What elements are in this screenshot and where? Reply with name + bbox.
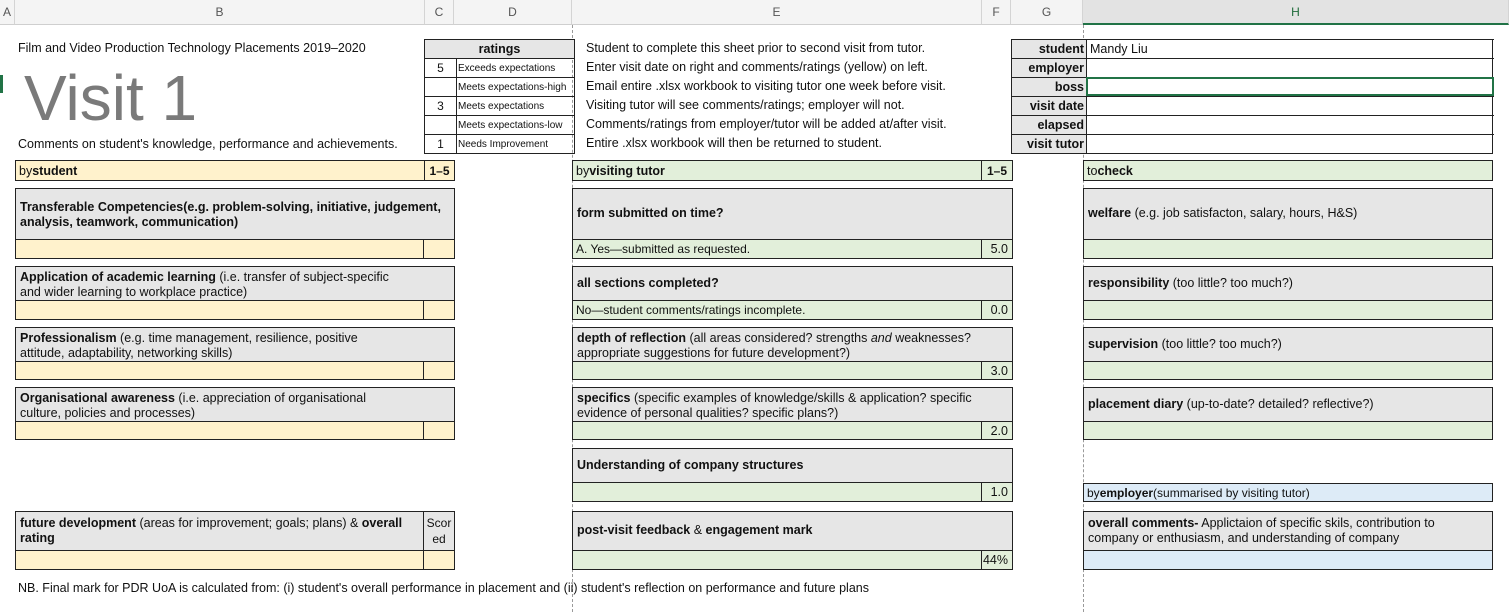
rating-label: Exceeds expectations	[458, 62, 556, 74]
tutor-q3-ital: and	[870, 331, 892, 345]
rating-label: Meets expectations	[458, 100, 545, 112]
employer-header-label	[1084, 484, 1492, 501]
instruction-line: Email entire .xlsx workbook to visiting tutor one week before visit.	[586, 79, 946, 93]
tutor-scale-label: 1–5	[981, 161, 1012, 180]
q4-rest: (i.e. appreciation of organisational culture, policies and processes)	[20, 391, 367, 420]
tutor-q4-rest: (specific examples of knowledge/skills & application? specific evidence of personal qualities? specific plans?)	[577, 391, 972, 420]
header-who: visiting tutor	[589, 163, 665, 178]
rating-label: Meets expectations-low	[458, 119, 563, 131]
tutor-q2-score[interactable]: 0.0	[981, 300, 1013, 320]
info-label-visit-tutor: visit tutor	[1012, 134, 1086, 153]
employer-comments-bold: overall comments-	[1088, 516, 1199, 530]
tutor-q3-comment[interactable]	[572, 361, 982, 380]
student-q3-prompt	[15, 327, 455, 362]
welfare-rest: (e.g. job satisfacton, salary, hours, H&S)	[1131, 206, 1358, 220]
program-title: Film and Video Production Technology Placements 2019–2020	[18, 41, 366, 55]
responsibility-bold: responsibility	[1088, 276, 1170, 290]
column-header-a[interactable]: A	[0, 0, 15, 25]
rating-label: Needs Improvement	[458, 138, 549, 150]
footnote: NB. Final mark for PDR UoA is calculated from: (i) student's overall performance in placement and (ii) student's reflection on performance and future plans	[18, 581, 869, 595]
welfare-bold: welfare	[1088, 206, 1132, 220]
diary-rest: (up-to-date? detailed? reflective?)	[1183, 397, 1374, 411]
student-name-field[interactable]: Mandy Liu	[1086, 39, 1494, 58]
tutor-q1-answer[interactable]: A. Yes—submitted as requested.	[572, 240, 982, 259]
column-header-f[interactable]: F	[982, 0, 1011, 25]
check-diary-notes[interactable]	[1083, 421, 1493, 440]
employer-field[interactable]	[1086, 58, 1494, 77]
check-welfare-prompt	[1083, 188, 1493, 240]
header-who: student	[32, 163, 78, 178]
tutor-q2-prompt	[572, 266, 1013, 301]
overall-rating-label: overall rating	[20, 516, 403, 545]
future-rest: (areas for improvement; goals; plans) &	[136, 516, 362, 530]
instruction-line: Visiting tutor will see comments/ratings; employer will not.	[586, 98, 905, 112]
header-who: employer	[1099, 485, 1154, 500]
employer-comments-prompt	[1083, 511, 1493, 551]
q3-bold: Professionalism	[20, 331, 117, 345]
employer-section-header	[1083, 483, 1493, 502]
tutor-feedback-comment[interactable]	[572, 550, 982, 570]
tutor-q5-prompt	[572, 448, 1013, 483]
student-info-table	[1011, 39, 1493, 154]
tutor-q5-text: Understanding of company structures	[577, 458, 804, 472]
student-q3-score[interactable]	[423, 361, 455, 380]
info-label-boss: boss	[1012, 77, 1086, 96]
rating-row[interactable]	[425, 96, 574, 116]
tutor-feedback-rest: &	[690, 523, 706, 537]
instruction-line: Entire .xlsx workbook will then be returned to student.	[586, 136, 882, 150]
info-label-employer: employer	[1012, 58, 1086, 77]
boss-field[interactable]	[1086, 77, 1494, 96]
info-label-student: student	[1012, 39, 1086, 58]
rating-value	[425, 116, 457, 134]
q3-rest: (e.g. time management, resilience, positive attitude, adaptability, networking skills)	[20, 331, 358, 360]
header-by: by	[576, 163, 590, 178]
rating-value: 3	[425, 97, 457, 115]
tutor-q5-comment[interactable]	[572, 482, 982, 502]
page-subtitle: Comments on student's knowledge, performance and achievements.	[18, 137, 398, 151]
engagement-mark-score[interactable]: 44%	[981, 550, 1013, 570]
column-header-h[interactable]: H	[1083, 0, 1509, 25]
ratings-legend	[424, 39, 575, 154]
elapsed-field[interactable]	[1086, 115, 1494, 134]
employer-comments-field[interactable]	[1083, 550, 1493, 570]
supervision-rest: (too little? too much?)	[1158, 337, 1282, 351]
check-supervision-prompt	[1083, 327, 1493, 362]
scored-label: Scored	[426, 516, 452, 546]
future-development-prompt	[15, 511, 424, 551]
rating-row[interactable]	[425, 134, 574, 154]
diary-bold: placement diary	[1088, 397, 1184, 411]
instruction-line: Enter visit date on right and comments/ratings (yellow) on left.	[586, 60, 928, 74]
rating-row[interactable]	[425, 77, 574, 97]
employer-comments-rest: Applictaion of specific skils, contribution to company or enthusiasm, and understanding of company	[1088, 516, 1435, 545]
q2-rest: (i.e. transfer of subject-specific and wider learning to workplace practice)	[20, 270, 389, 299]
tutor-q3-rest: (all areas considered? strengths	[686, 331, 871, 345]
tutor-q3-prompt	[572, 327, 1013, 362]
check-responsibility-notes[interactable]	[1083, 300, 1493, 320]
rating-value: 5	[425, 59, 457, 77]
scored-label-cell	[423, 511, 455, 551]
tutor-feedback-prompt	[572, 511, 1013, 551]
column-header-c[interactable]: C	[425, 0, 454, 25]
student-scale-label: 1–5	[424, 161, 454, 180]
future-bold: future development	[20, 516, 136, 530]
overall-rating-score[interactable]	[423, 550, 455, 570]
tutor-q4-score[interactable]: 2.0	[981, 421, 1013, 440]
info-label-elapsed: elapsed	[1012, 115, 1086, 134]
tutor-q3-bold: depth of reflection	[577, 331, 687, 345]
instruction-line: Student to complete this sheet prior to second visit from tutor.	[586, 41, 926, 55]
student-q4-prompt	[15, 387, 455, 422]
tutor-q2-answer[interactable]: No—student comments/ratings incomplete.	[572, 300, 982, 320]
engagement-mark-label: engagement mark	[705, 523, 813, 537]
column-header-e[interactable]: E	[572, 0, 982, 25]
student-q2-prompt	[15, 266, 455, 301]
column-header-b[interactable]: B	[15, 0, 425, 25]
rating-label: Meets expectations-high	[458, 81, 567, 93]
tutor-header-label	[573, 161, 665, 180]
info-label-visit-date: visit date	[1012, 96, 1086, 115]
tutor-q4-prompt	[572, 387, 1013, 422]
instruction-line: Comments/ratings from employer/tutor will be added at/after visit.	[586, 117, 947, 131]
ratings-title: ratings	[425, 40, 574, 58]
tutor-q3-score[interactable]: 3.0	[981, 361, 1013, 380]
rating-value: 1	[425, 135, 457, 153]
tutor-section-header	[572, 160, 1013, 181]
column-header-d[interactable]: D	[454, 0, 572, 25]
tutor-q1-prompt	[572, 188, 1013, 240]
tutor-q3-rest: weaknesses? appropriate suggestions for future development?)	[577, 331, 971, 360]
student-q2-score[interactable]	[423, 300, 455, 320]
q2-bold: Application of academic learning	[20, 270, 216, 284]
tutor-q4-bold: specifics	[577, 391, 631, 405]
check-header-label	[1084, 161, 1133, 180]
tutor-q4-comment[interactable]	[572, 421, 982, 440]
student-q2-comment[interactable]	[15, 300, 424, 320]
tutor-q2-text: all sections completed?	[577, 276, 719, 290]
check-responsibility-prompt	[1083, 266, 1493, 301]
visit-date-field[interactable]	[1086, 96, 1494, 115]
student-q1-prompt	[15, 188, 455, 240]
header-note: (summarised by visiting tutor)	[1153, 485, 1310, 500]
column-header-g[interactable]: G	[1011, 0, 1083, 25]
header-by: by	[19, 163, 33, 178]
responsibility-rest: (too little? too much?)	[1169, 276, 1293, 290]
check-section-header	[1083, 160, 1493, 181]
future-development-comment[interactable]	[15, 550, 424, 570]
header-what: check	[1097, 163, 1133, 178]
student-q3-comment[interactable]	[15, 361, 424, 380]
check-welfare-notes[interactable]	[1083, 240, 1493, 259]
student-q4-score[interactable]	[423, 421, 455, 440]
visit-title: Visit 1	[24, 62, 198, 134]
tutor-q5-score[interactable]: 1.0	[981, 482, 1013, 502]
tutor-q1-score[interactable]: 5.0	[981, 240, 1013, 259]
check-supervision-notes[interactable]	[1083, 361, 1493, 380]
student-section-header	[15, 160, 455, 181]
row-selection-marker	[0, 75, 3, 93]
q1-text: Transferable Competencies(e.g. problem-solving, initiative, judgement, analysis, teamwork, communication)	[20, 200, 441, 229]
q4-bold: Organisational awareness	[20, 391, 175, 405]
rating-value	[425, 78, 457, 96]
student-q1-score[interactable]	[423, 240, 455, 259]
student-q1-comment[interactable]	[15, 240, 424, 259]
rating-row[interactable]	[425, 115, 574, 135]
header-to: to	[1087, 163, 1098, 178]
student-q4-comment[interactable]	[15, 421, 424, 440]
supervision-bold: supervision	[1088, 337, 1159, 351]
tutor-q1-text: form submitted on time?	[577, 206, 724, 220]
check-diary-prompt	[1083, 387, 1493, 422]
rating-row[interactable]	[425, 58, 574, 78]
student-header-label	[16, 161, 77, 180]
header-by: by	[1087, 485, 1100, 500]
visit-tutor-field[interactable]	[1086, 134, 1494, 153]
tutor-feedback-bold: post-visit feedback	[577, 523, 691, 537]
